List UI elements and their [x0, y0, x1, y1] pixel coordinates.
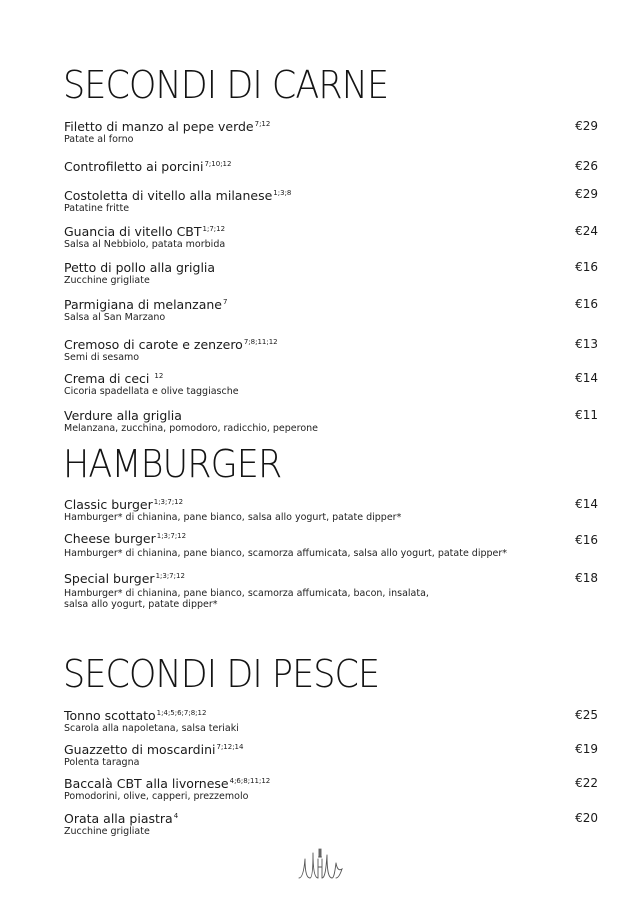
- item-name: Guancia di vitello CBT$^{1;7;12}$: [64, 224, 226, 239]
- allergen-codes: 1;3;7;12: [156, 532, 187, 540]
- item-description: Salsa al San Marzano: [64, 312, 166, 323]
- menu-item: [64, 369, 598, 397]
- item-name: Orata alla piastra$^4$: [64, 811, 179, 826]
- item-price: €22: [575, 776, 598, 790]
- allergen-codes: 7: [222, 298, 228, 306]
- section-title-secondi-pesce: SECONDI DI PESCE: [63, 652, 380, 696]
- allergen-codes: 1;7;12: [202, 225, 226, 233]
- item-price: €20: [575, 811, 598, 825]
- item-price: €29: [575, 187, 598, 201]
- item-price: €13: [575, 337, 598, 351]
- item-price: €16: [575, 297, 598, 311]
- item-description: Hamburger* di chianina, pane bianco, salsa allo yogurt, patate dipper*: [64, 512, 402, 523]
- item-name: Tonno scottato$^{1;4;5;6;7;8;12}$: [64, 708, 207, 723]
- allergen-codes: 7;12;14: [216, 743, 244, 751]
- item-price: €16: [575, 533, 598, 547]
- allergen-codes: 7;12: [254, 120, 271, 128]
- item-description: Melanzana, zucchina, pomodoro, radicchio, peperone: [64, 423, 318, 434]
- item-name: Classic burger$^{1;3;7;12}$: [64, 497, 184, 512]
- item-price: €24: [575, 224, 598, 238]
- item-description: Hamburger* di chianina, pane bianco, scamorza affumicata, salsa allo yogurt, patate dipper*: [64, 548, 508, 559]
- item-price: €25: [575, 708, 598, 722]
- item-description: Scarola alla napoletana, salsa teriaki: [64, 723, 239, 734]
- menu-item: [64, 157, 598, 174]
- item-description-line2: salsa allo yogurt, patate dipper*: [64, 599, 218, 610]
- item-description: Semi di sesamo: [64, 352, 140, 363]
- allergen-codes: 4;6;8;11;12: [229, 777, 271, 785]
- allergen-codes: 1;3;7;12: [155, 572, 185, 580]
- item-price: €18: [575, 571, 598, 585]
- item-name: Petto di pollo alla griglia: [64, 260, 216, 275]
- item-price: €26: [575, 159, 598, 173]
- restaurant-logo-icon: [296, 845, 346, 881]
- item-description: Salsa al Nebbiolo, patata morbida: [64, 239, 226, 250]
- item-price: €19: [575, 742, 598, 756]
- menu-item: [64, 740, 598, 768]
- item-name: Baccalà CBT alla livornese$^{4;6;8;11;12}$: [64, 776, 271, 791]
- allergen-codes: 12: [154, 372, 164, 380]
- item-description: Cicoria spadellata e olive taggiasche: [64, 386, 239, 397]
- item-name: Filetto di manzo al pepe verde$^{7;12}$: [64, 119, 271, 134]
- menu-item: [64, 295, 598, 323]
- menu-item: [64, 495, 598, 523]
- menu-item: [64, 809, 598, 837]
- allergen-codes: 1;4;5;6;7;8;12: [156, 709, 207, 717]
- item-name: Costoletta di vitello alla milanese$^{1;3;8}$: [64, 188, 292, 203]
- item-name: Parmigiana di melanzane$^7$: [64, 297, 228, 312]
- item-description: Hamburger* di chianina, pane bianco, scamorza affumicata, bacon, insalata,: [64, 588, 429, 599]
- item-description: Patate al forno: [64, 134, 134, 145]
- section-title-hamburger: HAMBURGER: [63, 442, 282, 486]
- item-name: Crema di ceci $^{12}$: [64, 371, 164, 386]
- item-description: Pomodorini, olive, capperi, prezzemolo: [64, 791, 249, 802]
- menu-item: [64, 706, 598, 734]
- menu-item: [64, 335, 598, 363]
- item-price: €29: [575, 119, 598, 133]
- allergen-codes: 1;3;8: [273, 189, 292, 197]
- item-description: Patatine fritte: [64, 203, 130, 214]
- item-price: €11: [575, 408, 598, 422]
- menu-item: [64, 529, 598, 559]
- item-price: €14: [575, 497, 598, 511]
- item-description: Polenta taragna: [64, 757, 140, 768]
- item-description: Zucchine grigliate: [64, 826, 150, 837]
- allergen-codes: 4: [173, 812, 179, 820]
- menu-item: [64, 117, 598, 145]
- item-name: Guazzetto di moscardini$^{7;12;14}$: [64, 742, 244, 757]
- item-name: Verdure alla griglia: [64, 408, 182, 423]
- item-name: Controfiletto ai porcini$^{7;10;12}$: [64, 159, 232, 174]
- item-name: Cheese burger$^{1;3;7;12}$: [64, 531, 187, 546]
- menu-item: [64, 222, 598, 250]
- allergen-codes: 7;10;12: [204, 160, 232, 168]
- item-price: €14: [575, 371, 598, 385]
- menu-item: [64, 569, 598, 610]
- section-title-secondi-carne: SECONDI DI CARNE: [63, 63, 389, 107]
- item-price: €16: [575, 260, 598, 274]
- menu-item: [64, 774, 598, 802]
- menu-item: [64, 258, 598, 286]
- menu-item: [64, 186, 598, 214]
- item-description: Zucchine grigliate: [64, 275, 150, 286]
- item-name: Special burger$^{1;3;7;12}$: [64, 571, 185, 586]
- allergen-codes: 7;8;11;12: [243, 338, 278, 346]
- allergen-codes: 1;3;7;12: [153, 498, 184, 506]
- item-name: Cremoso di carote e zenzero$^{7;8;11;12}$: [64, 337, 278, 352]
- menu-item: [64, 406, 598, 434]
